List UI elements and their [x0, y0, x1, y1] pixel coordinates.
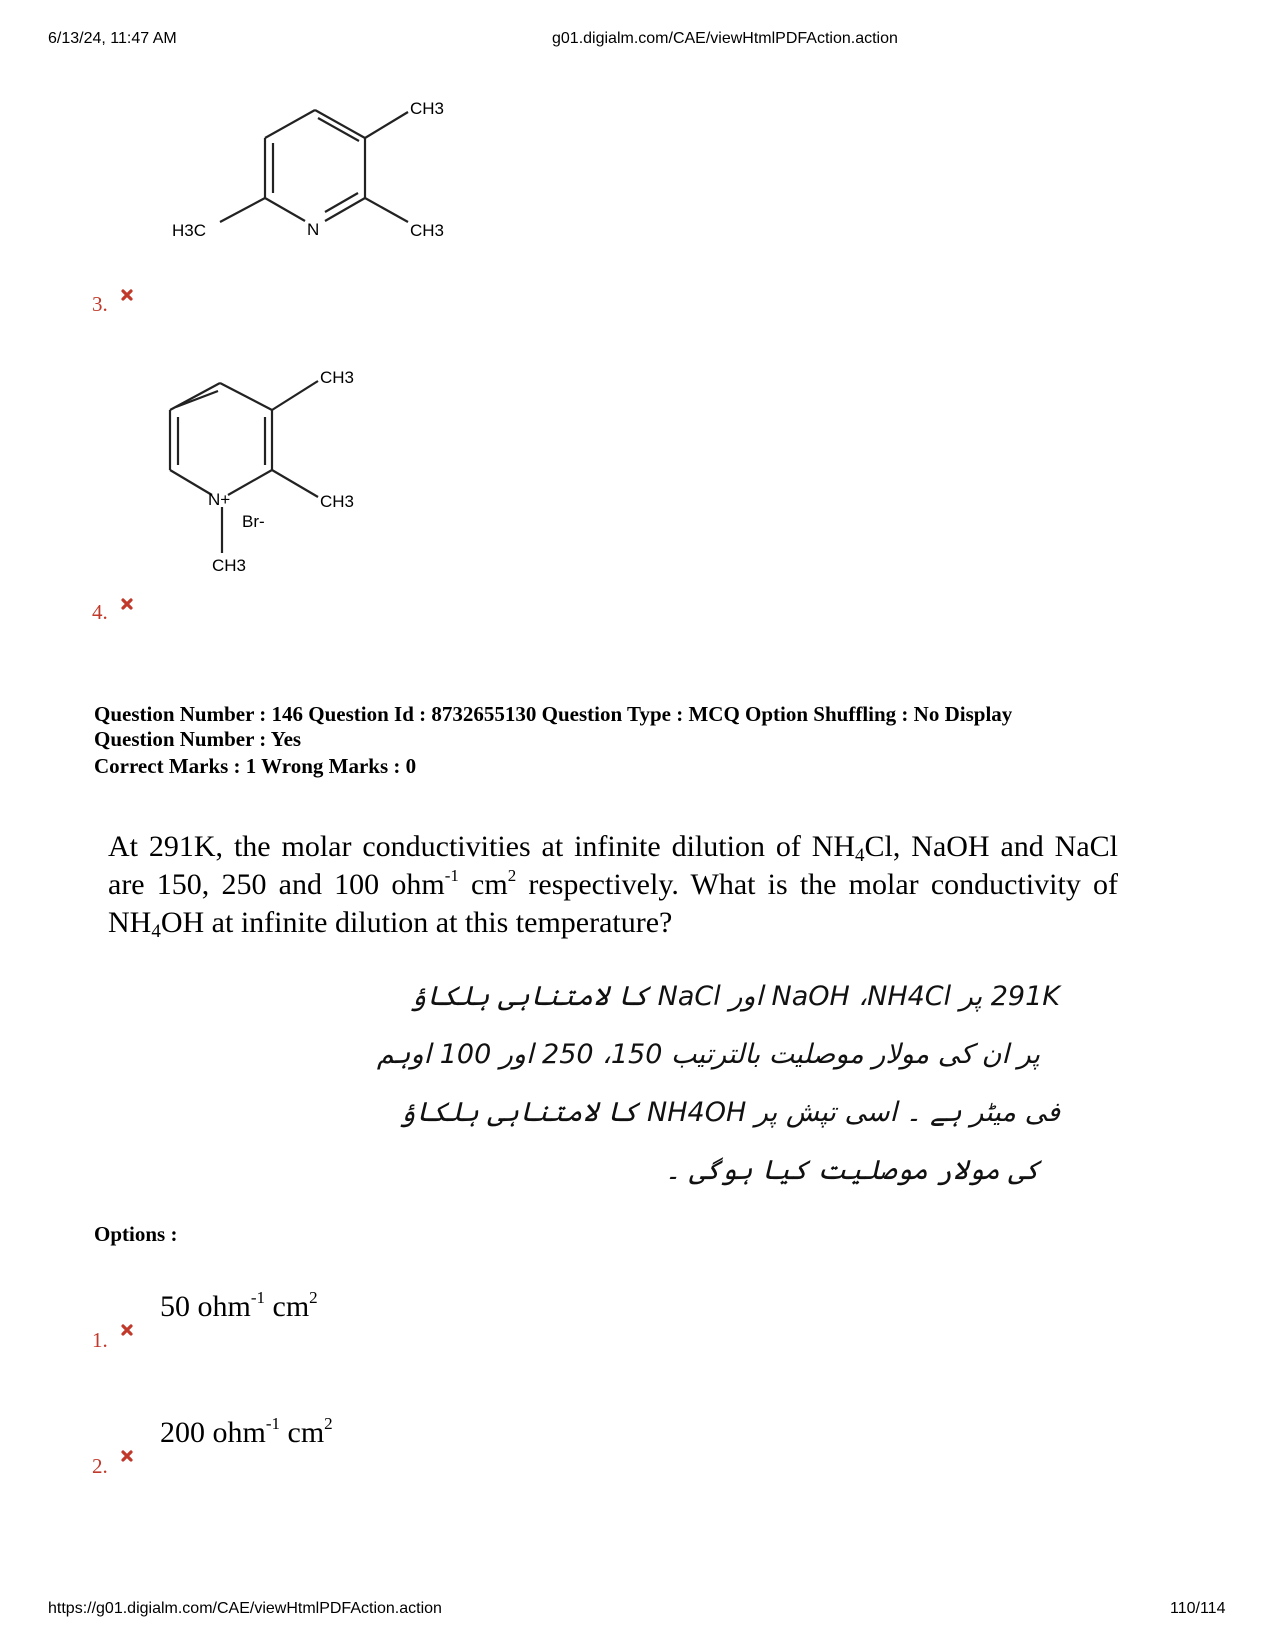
- question-text: At 291K, the molar conductivities at infinite dilution of $NH_4Cl$, NaOH and NaCl are 150, 250 and 100 ohm$^{-1}$ $cm^2$ respectively. What is the molar conductivity of $NH_4OH$ at infinite dilution at this temperature?: [108, 830, 1119, 942]
- handwritten-line-1: 291K پر NaOH ،NH4Cl اور NaCl کا لامتناہی ہلکاؤ: [410, 981, 1060, 1012]
- option-number-4: 4.: [92, 600, 108, 624]
- cross-icon: [120, 288, 134, 302]
- page-number: 110/114: [1170, 1600, 1226, 1617]
- handwritten-translation: [130, 968, 1060, 1228]
- print-datetime: 6/13/24, 11:47 AM: [48, 30, 177, 47]
- handwritten-line-3: فی میٹر ہے ۔ اسی تپش پر NH4OH کا لامتناہی ہلکاؤ: [399, 1097, 1060, 1128]
- structure-4-label-br-minus: Br-: [242, 512, 265, 531]
- cross-icon: [120, 1449, 134, 1463]
- structure-option-4: [160, 365, 400, 585]
- footer-url: https://g01.digialm.com/CAE/viewHtmlPDFAction.action: [48, 1600, 442, 1617]
- structure-4-label-n-plus: N+: [208, 490, 231, 509]
- structure-3-label-ch3-right: CH3: [410, 221, 445, 240]
- option-1-text: 50 ohm$^{-1}$ $cm^2$: [160, 1288, 318, 1323]
- cross-icon: [120, 1323, 134, 1337]
- structure-3-label-n: N: [307, 220, 320, 239]
- question-meta-line3: Correct Marks : 1 Wrong Marks : 0: [94, 754, 417, 778]
- question-meta-line2: Question Number : Yes: [94, 727, 302, 751]
- structure-4-label-ch3-right: CH3: [320, 492, 355, 511]
- structure-3-label-h3c: H3C: [172, 221, 207, 240]
- cross-icon: [120, 597, 134, 611]
- option-number-3: 3.: [92, 292, 108, 316]
- option-number-1: 1.: [92, 1328, 108, 1352]
- options-label: Options :: [94, 1222, 178, 1246]
- structure-4-label-ch3-bottom: CH3: [212, 556, 247, 575]
- structure-3-label-ch3-top: CH3: [410, 99, 445, 118]
- option-2-text: 200 ohm$^{-1}$ $cm^2$: [160, 1414, 333, 1449]
- handwritten-line-4: کی مولار موصلیت کیا ہوگی ۔: [664, 1155, 1040, 1186]
- question-meta-line1: Question Number : 146 Question Id : 8732655130 Question Type : MCQ Option Shuffling : No Display: [94, 702, 1013, 726]
- structure-option-3: [170, 90, 490, 260]
- option-number-2: 2.: [92, 1454, 108, 1478]
- handwritten-line-2: پر ان کی مولار موصلیت بالترتیب 150، 250 اور 100 اوہم: [376, 1039, 1040, 1070]
- structure-4-label-ch3-top: CH3: [320, 368, 355, 387]
- print-url: g01.digialm.com/CAE/viewHtmlPDFAction.action: [552, 30, 898, 47]
